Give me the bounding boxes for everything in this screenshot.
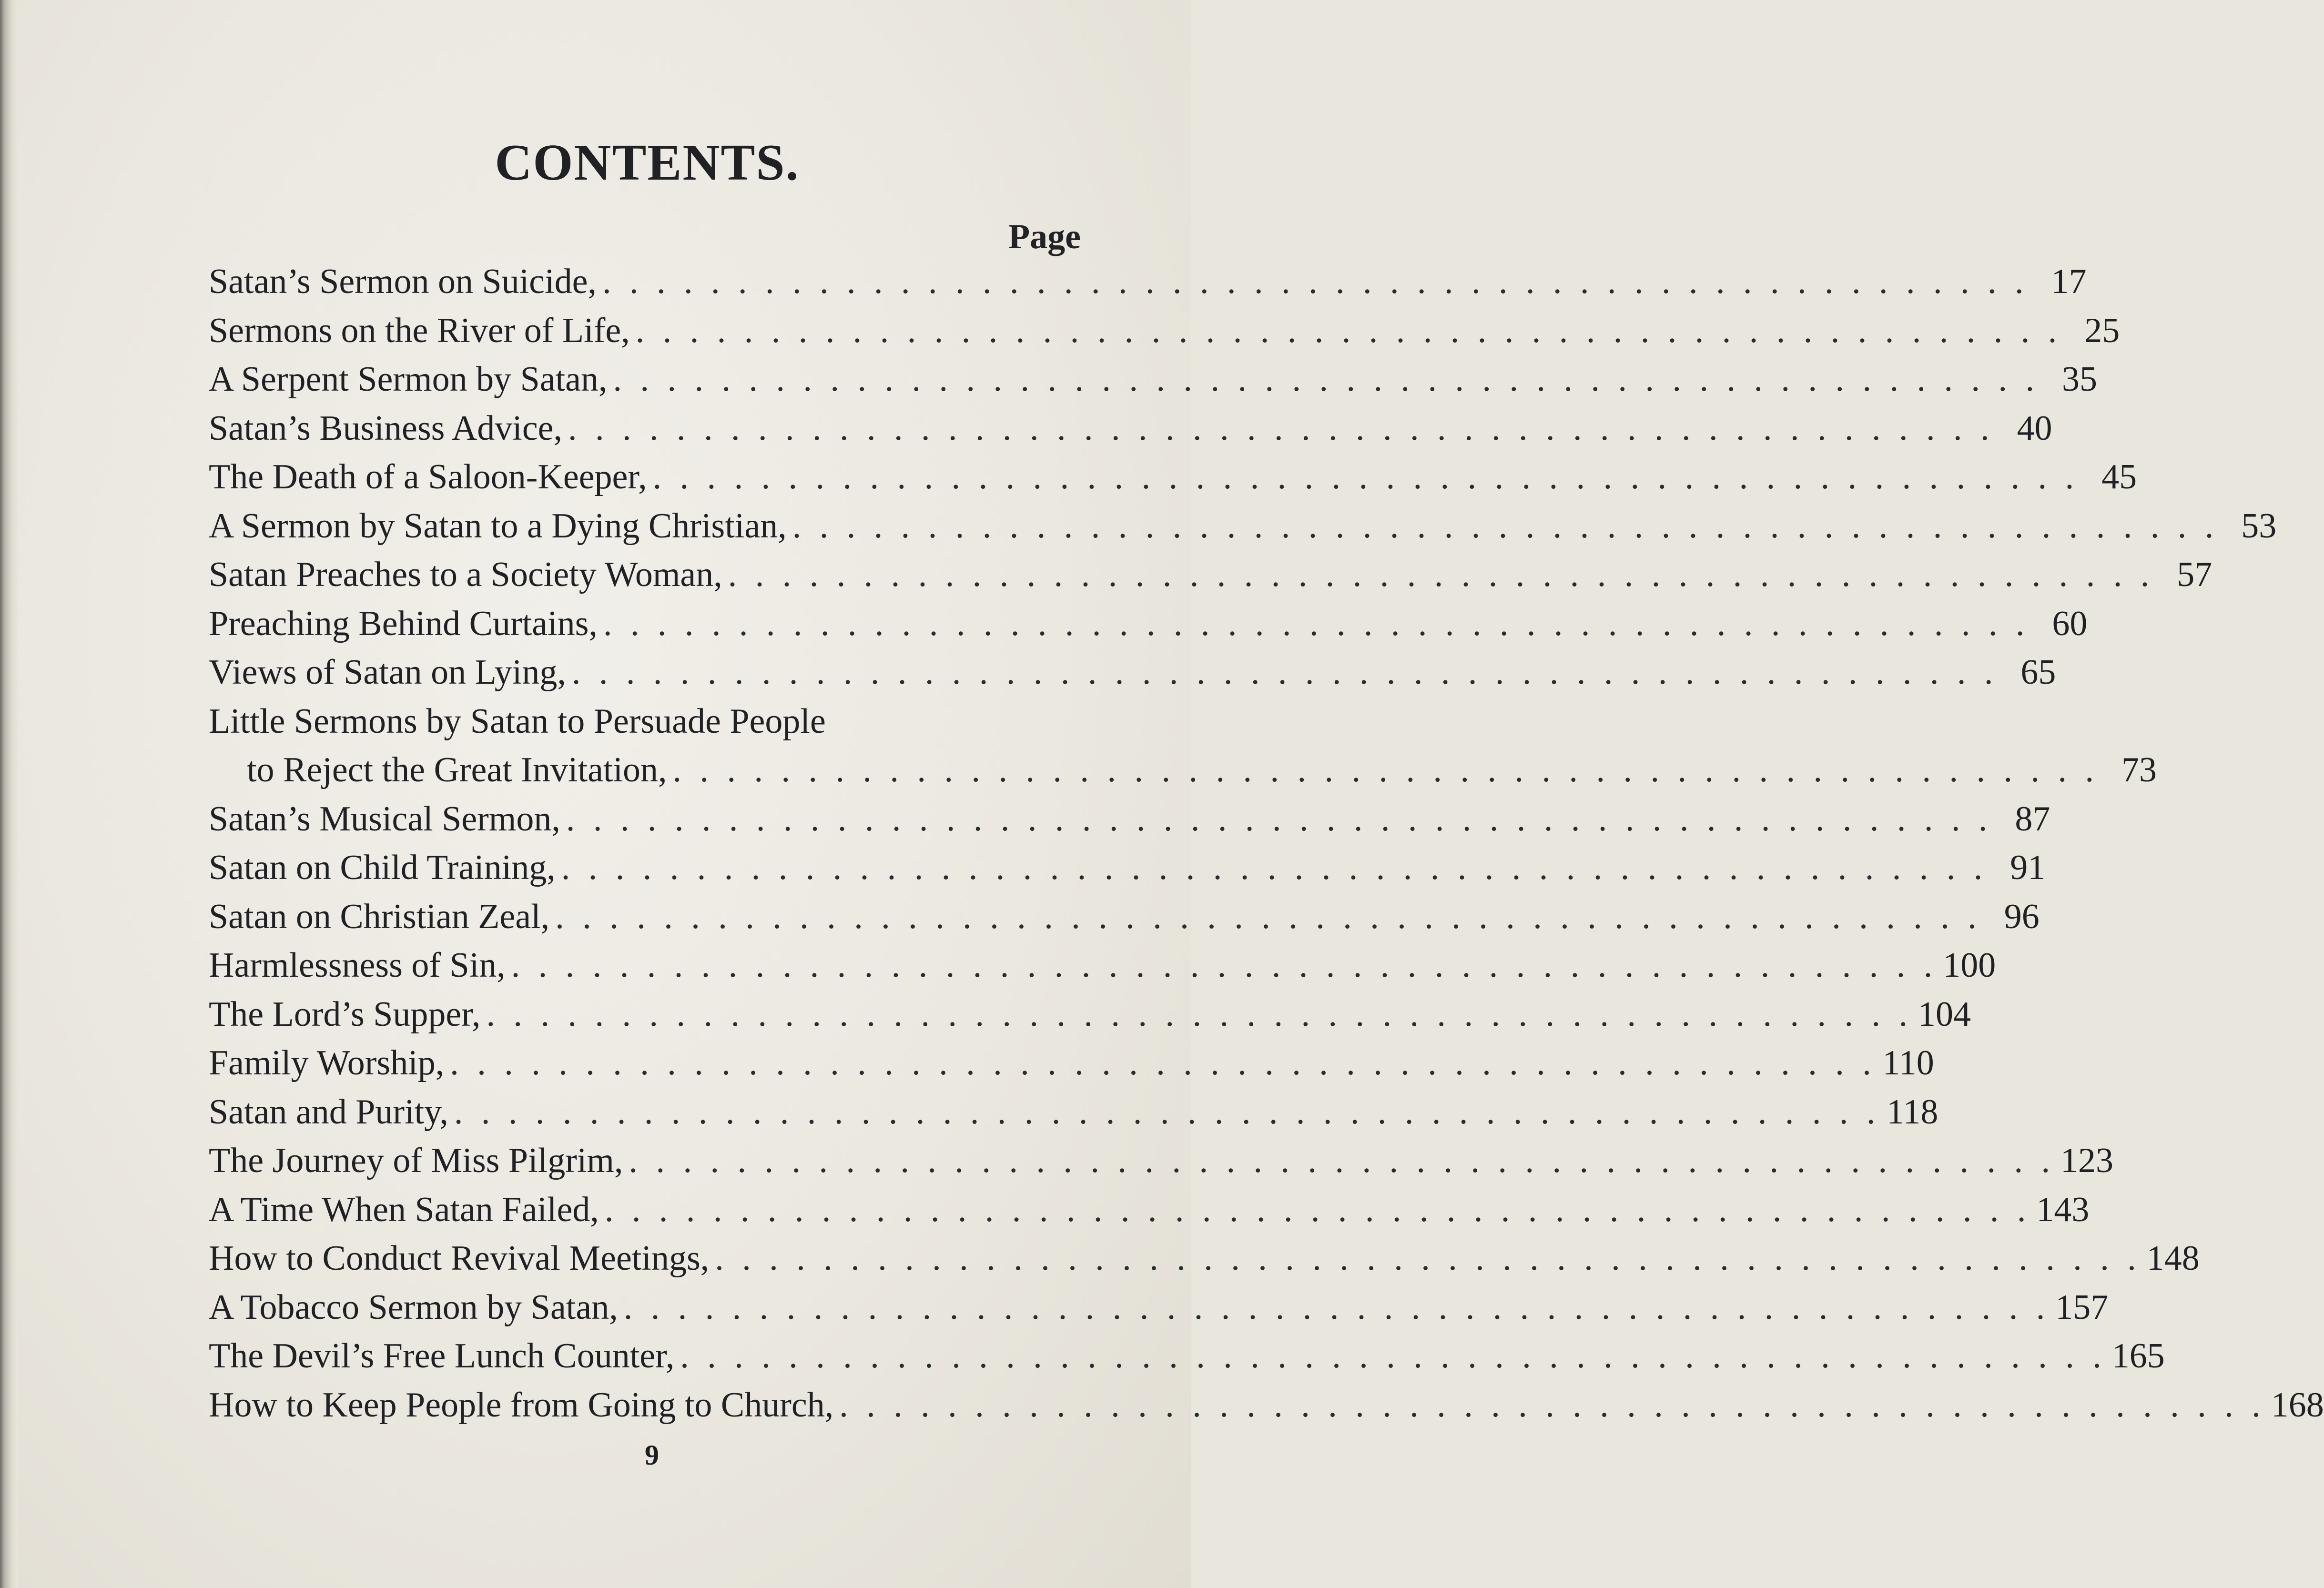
toc-entry	[209, 1234, 2200, 1283]
toc-entry-page: 45	[2101, 457, 2137, 496]
toc-entry-page: 53	[2241, 506, 2277, 546]
toc-entry	[209, 550, 2212, 599]
dot-leader: . . . . . . . . . . . . . . . . . . . . . . . . . . . . . . . . . . . . . . . . . . . . . . . . . . . . .	[629, 1141, 2055, 1180]
toc-entry-title: A Serpent Sermon by Satan,	[209, 360, 608, 399]
toc-entry-page: 143	[2036, 1190, 2090, 1229]
toc-entry-title: Satan’s Sermon on Suicide,	[209, 262, 597, 301]
toc-entry-page: 87	[2015, 799, 2050, 839]
toc-entry-page: 60	[2052, 604, 2088, 643]
toc-entry	[209, 697, 1086, 746]
toc-entry	[209, 404, 2052, 453]
dot-leader: . . . . . . . . . . . . . . . . . . . . . . . . . . . . . . . . . . . . . . . . . . . . . . . . . . . . .	[555, 897, 1981, 936]
book-page	[18, 0, 2324, 1588]
toc-entry-page: 104	[1918, 994, 1971, 1034]
dot-leader: . . . . . . . . . . . . . . . . . . . . . . . . . . . . . . . . . . . . . . . . . . . . . . . . . . . . .	[623, 1287, 2050, 1327]
toc-entry	[209, 1039, 1934, 1088]
toc-entry-page: 96	[2004, 897, 2040, 936]
dot-leader: . . . . . . . . . . . . . . . . . . . . . . . . . . . . . . . . . . . . . . . . . . . . . . . . . . . . .	[792, 506, 2219, 546]
toc-entry	[209, 990, 1971, 1039]
toc-entry-title: Satan’s Musical Sermon,	[209, 799, 560, 839]
page-gutter-edge	[0, 0, 18, 1588]
dot-leader: . . . . . . . . . . . . . . . . . . . . . . . . . . . . . . . . . . . . . . . . . . . . . . . . . . . . .	[839, 1385, 2265, 1425]
dot-leader: . . . . . . . . . . . . . . . . . . . . . . . . . . . . . . . . . . . . . . . . . . . . . . . . . . . . .	[454, 1092, 1880, 1132]
toc-entry-title: The Journey of Miss Pilgrim,	[209, 1141, 623, 1180]
toc-entry-title: Harmlessness of Sin,	[209, 946, 506, 985]
toc-entry	[209, 746, 2157, 795]
toc-entry-title: Little Sermons by Satan to Persuade People	[209, 701, 826, 741]
toc-entry-page: 118	[1887, 1092, 1938, 1132]
toc-entry-page: 168	[2271, 1385, 2324, 1425]
toc-entry-page: 57	[2177, 555, 2212, 594]
toc-entry	[209, 1381, 2324, 1430]
toc-entry-page: 165	[2111, 1336, 2165, 1376]
dot-leader: . . . . . . . . . . . . . . . . . . . . . . . . . . . . . . . . . . . . . . . . . . . . . . . . . . . . .	[566, 799, 1992, 839]
toc-entry-page: 91	[2010, 848, 2046, 887]
toc-entry	[209, 1332, 2165, 1381]
toc-entry	[209, 795, 2050, 844]
toc-entry-title: Sermons on the River of Life,	[209, 311, 630, 350]
toc-entry-title: The Lord’s Supper,	[209, 994, 481, 1034]
toc-entry	[209, 306, 2120, 355]
toc-entry-page: 123	[2060, 1141, 2113, 1180]
toc-entry-page: 157	[2055, 1287, 2109, 1327]
toc-entry-page: 40	[2017, 408, 2052, 448]
toc-entry	[209, 453, 2137, 502]
toc-entry	[209, 892, 2040, 941]
toc-entry-title: A Sermon by Satan to a Dying Christian,	[209, 506, 787, 546]
page-column-label: Page	[1008, 217, 1081, 256]
toc-entry-title: Views of Satan on Lying,	[209, 653, 566, 692]
toc-entry-page: 65	[2020, 653, 2056, 692]
dot-leader: . . . . . . . . . . . . . . . . . . . . . . . . . . . . . . . . . . . . . . . . . . . . . . . . . . . . .	[602, 262, 2029, 301]
toc-entry-title: A Tobacco Sermon by Satan,	[209, 1287, 618, 1327]
toc-entry-title: Satan on Christian Zeal,	[209, 897, 550, 936]
toc-entry	[209, 1283, 2109, 1332]
toc-entry-page: 17	[2051, 262, 2087, 301]
toc-entry	[209, 843, 2046, 892]
dot-leader: . . . . . . . . . . . . . . . . . . . . . . . . . . . . . . . . . . . . . . . . . . . . . . . . . . . . .	[603, 604, 2030, 643]
toc-entry-title: Satan on Child Training,	[209, 848, 556, 887]
toc-entry-page: 148	[2146, 1239, 2200, 1278]
page-number: 9	[645, 1439, 659, 1471]
toc-entry-title: Preaching Behind Curtains,	[209, 604, 598, 643]
toc-entry-page: 35	[2062, 360, 2098, 399]
toc-entry-title: to Reject the Great Invitation,	[247, 750, 667, 789]
page-title: CONTENTS.	[495, 134, 800, 191]
dot-leader: . . . . . . . . . . . . . . . . . . . . . . . . . . . . . . . . . . . . . . . . . . . . . . . . . . . . .	[728, 555, 2154, 594]
toc-entry	[209, 502, 2277, 551]
toc-entry	[209, 648, 2056, 697]
dot-leader: . . . . . . . . . . . . . . . . . . . . . . . . . . . . . . . . . . . . . . . . . . . . . . . . . . . . .	[450, 1043, 1876, 1082]
toc-entry-title: Satan and Purity,	[209, 1092, 448, 1132]
toc-entry-title: A Time When Satan Failed,	[209, 1190, 599, 1229]
table-of-contents	[209, 257, 2324, 1429]
toc-entry-page: 100	[1943, 946, 1996, 985]
toc-entry-title: How to Conduct Revival Meetings,	[209, 1239, 710, 1278]
toc-entry-page: 110	[1882, 1043, 1934, 1082]
toc-entry-title: The Death of a Saloon-Keeper,	[209, 457, 647, 496]
dot-leader: . . . . . . . . . . . . . . . . . . . . . . . . . . . . . . . . . . . . . . . . . . . . . . . . . . . . .	[652, 457, 2079, 496]
toc-entry-page: 25	[2084, 311, 2120, 350]
toc-entry-title: Family Worship,	[209, 1043, 445, 1082]
toc-entry-title: Satan Preaches to a Society Woman,	[209, 555, 722, 594]
dot-leader: . . . . . . . . . . . . . . . . . . . . . . . . . . . . . . . . . . . . . . . . . . . . . . . . . . . . .	[680, 1336, 2106, 1376]
toc-entry	[209, 1185, 2090, 1234]
toc-entry-title: Satan’s Business Advice,	[209, 408, 563, 448]
toc-entry-page: 73	[2121, 750, 2157, 789]
toc-entry	[209, 355, 2098, 404]
toc-entry	[209, 257, 2087, 306]
dot-leader: . . . . . . . . . . . . . . . . . . . . . . . . . . . . . . . . . . . . . . . . . . . . . . . . . . . . .	[613, 360, 2040, 399]
dot-leader: . . . . . . . . . . . . . . . . . . . . . . . . . . . . . . . . . . . . . . . . . . . . . . . . . . . . .	[715, 1239, 2141, 1278]
toc-entry	[209, 599, 2088, 648]
dot-leader: . . . . . . . . . . . . . . . . . . . . . . . . . . . . . . . . . . . . . . . . . . . . . . . . . . . . .	[568, 408, 1994, 448]
dot-leader: . . . . . . . . . . . . . . . . . . . . . . . . . . . . . . . . . . . . . . . . . . . . . . . . . . . . .	[571, 653, 1998, 692]
dot-leader: . . . . . . . . . . . . . . . . . . . . . . . . . . . . . . . . . . . . . . . . . . . . . . . . . . . . .	[486, 994, 1912, 1034]
toc-entry	[209, 1136, 2113, 1185]
toc-entry	[209, 941, 1996, 990]
dot-leader: . . . . . . . . . . . . . . . . . . . . . . . . . . . . . . . . . . . . . . . . . . . . . . . . . . . . .	[511, 946, 1938, 985]
toc-entry	[209, 1088, 1938, 1137]
toc-entry-title: How to Keep People from Going to Church,	[209, 1385, 834, 1425]
dot-leader: . . . . . . . . . . . . . . . . . . . . . . . . . . . . . . . . . . . . . . . . . . . . . . . . . . . . .	[672, 750, 2099, 789]
toc-entry-title: The Devil’s Free Lunch Counter,	[209, 1336, 675, 1376]
dot-leader: . . . . . . . . . . . . . . . . . . . . . . . . . . . . . . . . . . . . . . . . . . . . . . . . . . . . .	[635, 311, 2062, 350]
dot-leader: . . . . . . . . . . . . . . . . . . . . . . . . . . . . . . . . . . . . . . . . . . . . . . . . . . . . .	[604, 1190, 2031, 1229]
dot-leader: . . . . . . . . . . . . . . . . . . . . . . . . . . . . . . . . . . . . . . . . . . . . . . . . . . . . .	[561, 848, 1988, 887]
